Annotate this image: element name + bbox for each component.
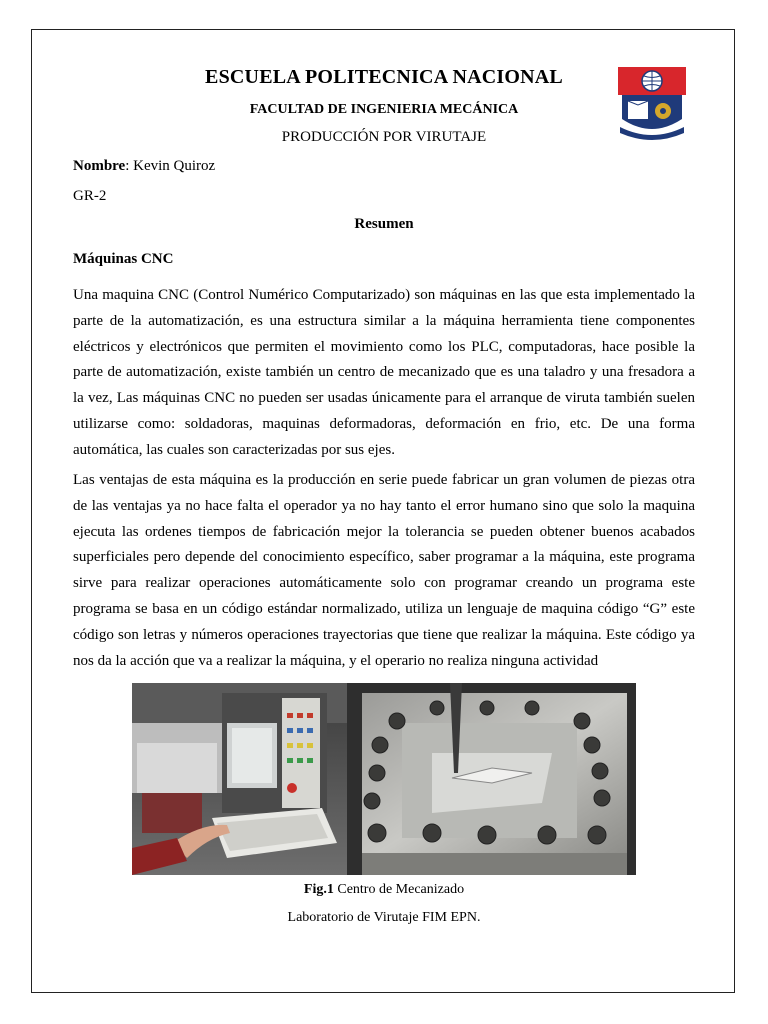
epn-logo-icon	[618, 67, 686, 141]
student-name-line	[73, 158, 215, 175]
student-group: GR-2	[73, 188, 107, 204]
student-name-label: Nombre	[73, 158, 126, 174]
paragraph-advantages: Las ventajas de esta máquina es la producción en serie puede fabricar un gran volumen de piezas otra de las ventajas ya no hace falta el operador ya no hay tanto el error humano sino que solo la maquina ejecuta las ordenes tiempos de fabricación mejor la tolerancia se pueden obtener buenos acabados superficiales pero depende del conocimiento específico, saber programar a la máquina, este programa sirve para realizar operaciones automáticamente solo con programar creando un programa este programa se basa en un código estándar normalizado, utiliza un lenguaje de maquina código “G” este código son letras y números operaciones trayectorias que tiene que realizar la máquina. Este código ya nos da la acción que va a realizar la máquina, y el operario no realiza ninguna actividad	[73, 472, 695, 669]
paragraph-intro: Una maquina CNC (Control Numérico Computarizado) son máquinas en las que esta implementado la parte de la automatización, es una estructura similar a la máquina herramienta tiene componentes eléctricos y electrónicos que permiten el movimiento como los PLC, computadoras, hace posible la parte de automatización, existe también un centro de mecanizado que es una taladro y una fresadora a la vez, Las máquinas CNC no pueden ser usadas únicamente para el arranque de viruta también suelen utilizarse como: soldadoras, maquinas deformadoras, deformación en frio, etc. De una forma automática, las cuales son caracterizadas por sus ejes.	[73, 287, 695, 458]
section-heading: Máquinas CNC	[73, 251, 174, 267]
student-name-value: : Kevin Quiroz	[125, 158, 216, 174]
course-name: PRODUCCIÓN POR VIRUTAJE	[281, 129, 487, 145]
figure-caption-line2: Laboratorio de Virutaje FIM EPN.	[287, 910, 481, 925]
cnc-machine-photo	[132, 683, 636, 875]
institution-title: ESCUELA POLITECNICA NACIONAL	[205, 66, 563, 88]
summary-heading: Resumen	[354, 216, 414, 232]
figure-caption	[0, 882, 768, 898]
figure-label: Fig.1	[303, 882, 334, 897]
faculty-name: FACULTAD DE INGENIERIA MECÁNICA	[249, 102, 519, 117]
figure-caption-text: Centro de Mecanizado	[333, 882, 465, 897]
